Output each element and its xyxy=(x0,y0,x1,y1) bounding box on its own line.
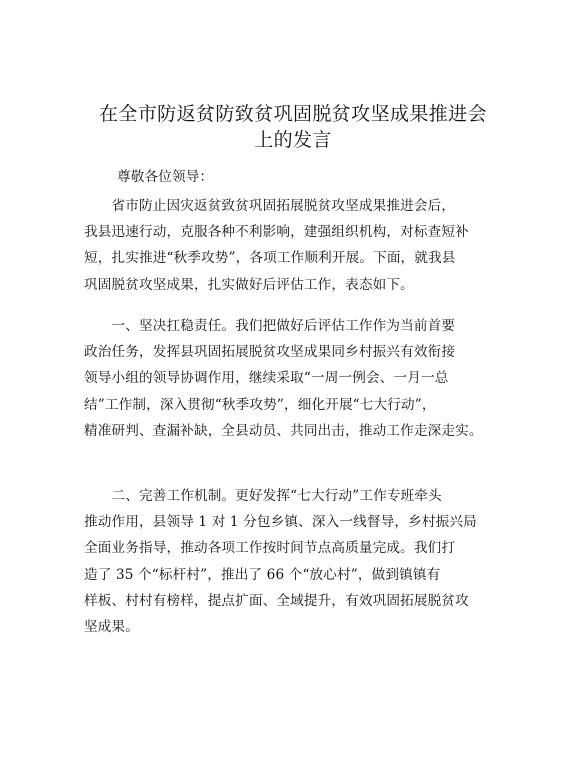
paragraph-line: 巩固脱贫攻坚成果，扎实做好后评估工作，表态如下。 xyxy=(84,276,414,293)
paragraph-line: 一、坚决扛稳责任。我们把做好后评估工作作为当前首要 xyxy=(84,318,456,334)
paragraph-line: 造了 35 个“标杆村”，推出了 66 个“放心村”，做到镇镇有 xyxy=(84,566,441,583)
paragraph-line: 坚成果。 xyxy=(84,619,139,636)
paragraph-line: 样板、村村有榜样，提点扩面、全域提升，有效巩固拓展脱贫攻 xyxy=(84,592,469,609)
paragraph-intro xyxy=(84,193,509,298)
paragraph-line: 政治任务，发挥县巩固拓展脱贫攻坚成果同乡村振兴有效衔接 xyxy=(84,344,456,361)
salutation: 尊敬各位领导： xyxy=(117,169,214,185)
paragraph-line: 结”工作制，深入贯彻“秋季攻势”，细化开展“七大行动”， xyxy=(84,396,436,413)
title-line: 在全市防返贫防致贫巩固脱贫攻坚成果推进会 xyxy=(98,103,487,125)
paragraph-line: 精准研判、查漏补缺，全县动员、共同出击，推动工作走深走实。 xyxy=(84,422,483,439)
paragraph-mechanism xyxy=(84,483,509,640)
paragraph-line: 二、完善工作机制。更好发挥“七大行动”工作专班牵头 xyxy=(84,488,442,504)
paragraph-line: 我县迅速行动，克服各种不利影响，建强组织机构，对标查短补 xyxy=(84,224,469,241)
paragraph-line: 短，扎实推进“秋季攻势”，各项工作顺利开展。下面，就我县 xyxy=(84,250,456,267)
paragraph-line: 领导小组的领导协调作用，继续采取“一周一例会、一月一总 xyxy=(84,370,449,387)
paragraph-line: 推动作用，县领导 1 对 1 分包乡镇、深入一线督导，乡村振兴局 xyxy=(84,514,477,531)
paragraph-responsibility xyxy=(84,313,509,444)
title-line: 上的发言 xyxy=(254,129,332,151)
paragraph-line: 全面业务指导，推动各项工作按时间节点高质量完成。我们打 xyxy=(84,540,456,557)
paragraph-line: 省市防止因灾返贫致贫巩固拓展脱贫攻坚成果推进会后， xyxy=(84,198,456,214)
document-title xyxy=(60,101,526,153)
